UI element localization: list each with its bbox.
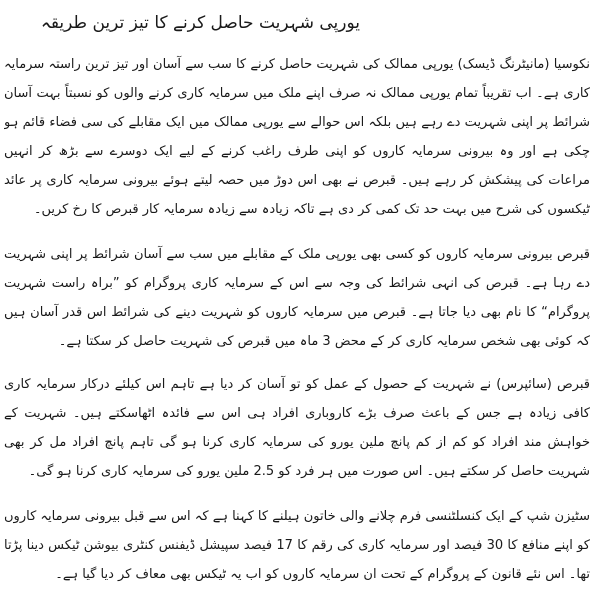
article [4,0,590,600]
article-paragraph: نکوسیا (مانیٹرنگ ڈیسک) یورپی ممالک کی شہریت حاصل کرنے کا سب سے آسان اور تیز ترین راستہ سرمایہ کاری ہے۔ اب تقریباً تمام یورپی ممالک نہ صرف اپنے ملک میں سرمایہ کاری کرنے والوں کو نسبتاً بہت آسان شرائط پر اپنی شہریت دے رہے ہیں بلکہ اس حوالے سے یورپی ممالک میں ایک مقابلے کی سی فضاء قائم ہو چکی ہے اور وہ بیرونی سرمایہ کاروں کو اپنی طرف راغب کرنے کے لیے ایک دوسرے سے بڑھ کر انہیں مراعات کی پیشکش کر رہے ہیں۔ قبرص نے بھی اس دوڑ میں حصہ لیتے ہوئے بیرونی سرمایہ کاری پر عائد ٹیکسوں کی شرح میں بہت حد تک کمی کر دی ہے تاکہ زیادہ سے زیادہ سرمایہ کار قبرص کا رخ کریں۔ [4,57,590,217]
article-paragraph: سٹیزن شپ کے ایک کنسلٹنسی فرم چلانے والی خاتون ہیلنے کا کہنا ہے کہ اس سے قبل بیرونی سرمایہ کاروں کو اپنے منافع کا 30 فیصد اور سرمایہ کاری کی رقم کا 17 فیصد سپیشل ڈیفنس کنٹری بیوشن ٹیکس دینا پڑتا تھا۔ اس نئے قانون کے پروگرام کے تحت ان سرمایہ کاروں کو اب یہ ٹیکس بھی معاف کر دیا گیا ہے۔ [4,509,590,582]
article-title: یورپی شہریت حاصل کرنے کا تیز ترین طریقہ [40,13,360,33]
article-paragraph: قبرص بیرونی سرمایہ کاروں کو کسی بھی یورپی ملک کے مقابلے میں سب سے آسان شرائط پر اپنی شہریت دے رہا ہے۔ قبرص کی انہی شرائط کی وجہ سے اس کے سرمایہ کاری پروگرام کو ”براہ راست شہریت پروگرام“ کا نام بھی دیا جاتا ہے۔ قبرص میں سرمایہ کاروں کو شہریت دینے کی شرائط اس قدر آسان ہیں کہ کوئی بھی شخص سرمایہ کاری کر کے محض 3 ماہ میں قبرص کی شہریت حاصل کر سکتا ہے۔ [4,247,590,349]
article-paragraph: قبرص (سائپرس) نے شہریت کے حصول کے عمل کو تو آسان کر دیا ہے تاہم اس کیلئے درکار سرمایہ کاری کافی زیادہ ہے جس کے باعث صرف بڑے کاروباری افراد ہی اس سے فائدہ اٹھاسکتے ہیں۔ شہریت کے خواہش مند افراد کو کم از کم پانچ ملین یورو کی سرمایہ کاری کرنا ہو گی تاہم پانچ افراد مل کر بھی شہریت حاصل کر سکتے ہیں۔ اس صورت میں ہر فرد کو 2.5 ملین یورو کی سرمایہ کاری کرنا ہو گی۔ [4,377,590,479]
